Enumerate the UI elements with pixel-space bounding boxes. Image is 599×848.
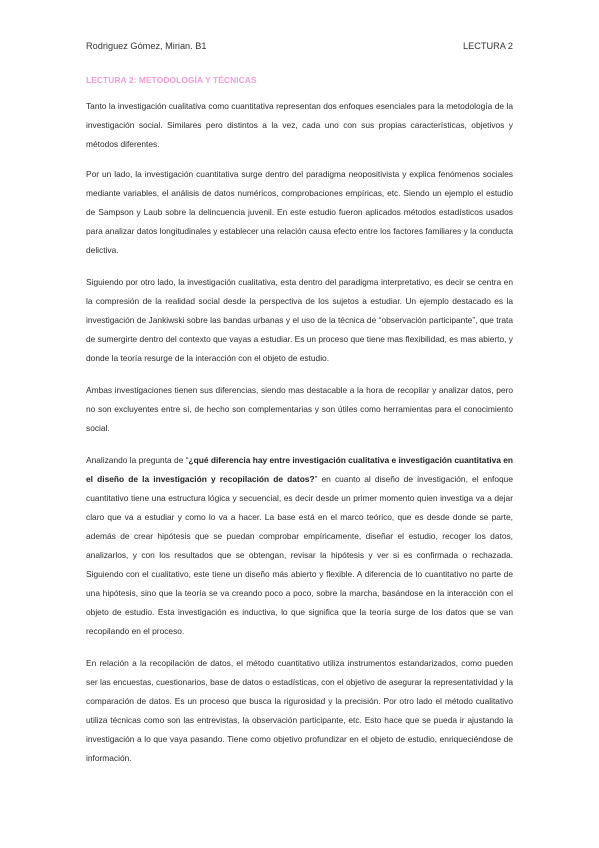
paragraph-analysis: [86, 451, 513, 641]
header-section: LECTURA 2: [462, 41, 513, 51]
paragraph-intro: Tanto la investigación cualitativa como cuantitativa representan dos enfoques esenciales para la metodología de la investigación social. Similares pero distintos a la vez, cada uno con sus propias características, objetivos y métodos diferentes.: [86, 101, 513, 149]
analysis-rest: ” en cuanto al diseño de investigación, el enfoque cuantitativo tiene una estructura lógica y secuencial, es decir desde un primer momento quien investiga va a dejar claro que va a estudiar y como lo va a hacer. La base está en el marco teórico, que es desde donde se parte, además de crear hipótesis que se puedan comprobar empíricamente, diseñar el estudio, recoger los datos, analizarlos, y con los resultados que se obtengan, revisar la hipótesis y ver si es confirmada o rechazada. Siguiendo con el cualitativo, este tiene un diseño más abierto y flexible. A diferencia de lo cuantitativo no parte de una hipótesis, sino que la teoría se va creando poco a poco, sobre la marcha, basándose en la interacción con el objeto de estudio. Esta investigación es inductiva, lo que significa que la teoría surge de los datos que se van recopilando en el proceso.: [86, 474, 513, 636]
paragraph-qualitative: Siguiendo por otro lado, la investigación cualitativa, esta dentro del paradigma interpretativo, es decir se centra en la compresión de la realidad social desde la perspectiva de los sujetos a estudiar. Un ejemplo destacado es la investigación de Jankiwski sobre las bandas urbanas y el uso de la técnica de “observación participante”, que trata de sumergirte dentro del contexto que vayas a estudiar. Es un proceso que tiene mas flexibilidad, es mas abierto, y donde la teoría resurge de la interacción con el objeto de estudio.: [86, 277, 513, 363]
document-body: [86, 97, 513, 781]
analysis-intro: Analizando la pregunta de “: [86, 455, 189, 465]
document-title: LECTURA 2: METODOLOGÍA Y TÉCNICAS: [86, 75, 257, 85]
header-author: Rodriguez Gómez, Mirian. B1: [86, 41, 207, 51]
paragraph-quantitative: Por un lado, la investigación cuantitativa surge dentro del paradigma neopositivista y explica fenómenos sociales mediante variables, el análisis de datos numéricos, comprobaciones empíricas, etc. Siendo un ejemplo el estudio de Sampson y Laub sobre la delincuencia juvenil. En este estudio fueron aplicados métodos estadísticos usados para analizar datos longitudinales y establecer una relación causa efecto entre los factores familiares y la conducta delictiva.: [86, 169, 513, 255]
paragraph-data-collection: En relación a la recopilación de datos, el método cuantitativo utiliza instrumentos estandarizados, como pueden ser las encuestas, cuestionarios, base de datos o estadísticas, con el objetivo de asegurar la representatividad y la comparación de datos. Es un proceso que busca la rigurosidad y la precisión. Por otro lado el método cualitativo utiliza técnicas como son las entrevistas, la observación participante, etc. Esto hace que se pueda ir ajustando la investigación a lo que vaya pasando. Tiene como objetivo profundizar en el objeto de estudio, enriqueciéndose de información.: [86, 658, 513, 763]
analysis-question: ¿qué diferencia hay entre investigación cualitativa e investigación cuantitativa en el diseño de la investigación y recopilación de datos?: [86, 455, 513, 484]
paragraph-comparison: Ambas investigaciones tienen sus diferencias, siendo mas destacable a la hora de recopilar y analizar datos, pero no son excluyentes entre sí, de hecho son complementarias y son útiles como herramientas para el conocimiento social.: [86, 385, 513, 433]
